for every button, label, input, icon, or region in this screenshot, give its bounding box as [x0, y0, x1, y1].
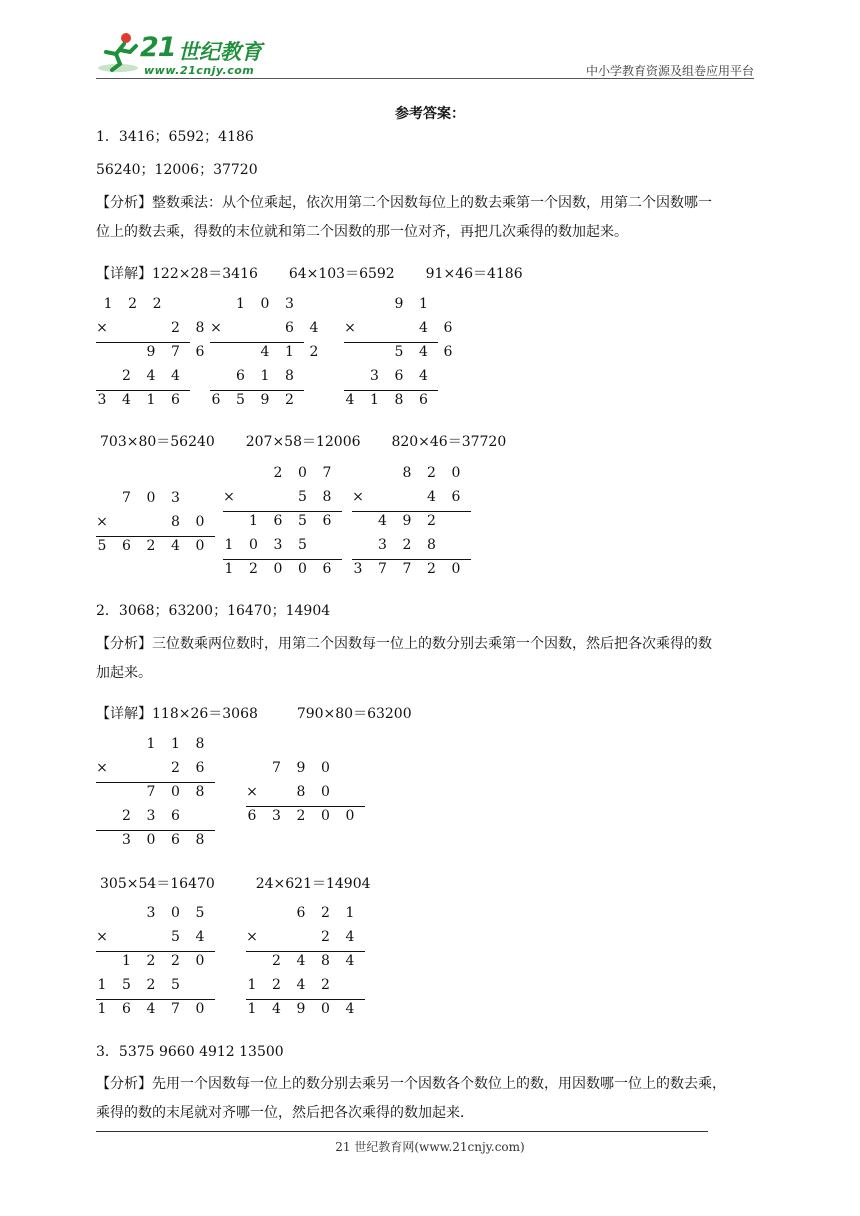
q2-analysis-line2: 加起来。	[96, 665, 152, 681]
calc-rule	[352, 511, 471, 512]
calc-digit: 6	[171, 832, 180, 848]
q2-eq1: 118×26＝3068	[152, 706, 258, 722]
calc-digit: 4	[296, 953, 306, 969]
footer-divider	[96, 1131, 708, 1132]
times-sign: ×	[210, 320, 222, 336]
calc-digit: 6	[273, 513, 283, 529]
calc-digit: 1	[146, 736, 156, 752]
calc-rule	[246, 806, 365, 807]
calc-digit: 4	[345, 929, 355, 945]
q1-analysis-line1: 【分析】整数乘法：从个位乘起，依次用第二个因数每位上的数去乘第一个因数，用第二个因数哪一	[96, 195, 712, 211]
q1-eq4: 703×80＝56240	[100, 434, 215, 450]
calc-digit: 5	[394, 344, 404, 360]
calc-digit: 6	[236, 368, 245, 384]
calc-digit: 0	[249, 537, 258, 553]
calc-digit: 2	[296, 808, 306, 824]
logo-number: 21	[140, 32, 176, 63]
calc-digit: 3	[285, 296, 294, 312]
calc-digit: 9	[296, 760, 306, 776]
calc-digit: 7	[146, 784, 156, 800]
calc-digit: 1	[146, 392, 156, 408]
calc-digit: 2	[122, 808, 131, 824]
calc-digit: 2	[321, 977, 330, 993]
calc-digit: 8	[285, 368, 294, 384]
calc-digit: 0	[195, 953, 205, 969]
calc-digit: 1	[345, 905, 355, 921]
calc-digit: 2	[427, 561, 436, 577]
calc-digit: 9	[394, 296, 404, 312]
calc-digit: 5	[195, 905, 205, 921]
times-sign: ×	[246, 784, 258, 800]
times-sign: ×	[344, 320, 356, 336]
calc-digit: 0	[451, 561, 461, 577]
q2-detail-line2	[100, 873, 371, 895]
calc-rule	[96, 342, 190, 343]
calc-digit: 2	[321, 905, 330, 921]
calc-digit: 2	[249, 561, 258, 577]
calc-digit: 5	[97, 538, 107, 554]
calc-digit: 6	[122, 1001, 131, 1017]
calc-rule	[210, 390, 304, 391]
calc-digit: 1	[249, 513, 258, 529]
calc-digit: 6	[195, 760, 205, 776]
logo-text: 世纪教育	[178, 40, 262, 64]
calc-digit: 4	[195, 929, 205, 945]
calc-rule	[96, 999, 215, 1000]
calc-digit: 6	[171, 808, 180, 824]
calc-digit: 0	[321, 808, 330, 824]
calc-digit: 7	[122, 490, 131, 506]
calc-digit: 0	[260, 296, 270, 312]
times-sign: ×	[96, 320, 108, 336]
times-sign: ×	[96, 929, 108, 945]
calc-digit: 3	[146, 808, 156, 824]
times-sign: ×	[352, 489, 364, 505]
calc-digit: 6	[296, 905, 306, 921]
calc-digit: 1	[171, 736, 180, 752]
q3-analysis	[96, 1070, 768, 1128]
calc-digit: 7	[272, 760, 281, 776]
page-title: 参考答案：	[395, 106, 465, 122]
calc-digit: 0	[195, 538, 205, 554]
calc-digit: 1	[103, 296, 113, 312]
calc-digit: 4	[296, 977, 306, 993]
calc-digit: 2	[152, 296, 162, 312]
calc-digit: 3	[378, 537, 387, 553]
q2-answer: 2．3068；63200；16470；14904	[96, 603, 331, 619]
calc-digit: 0	[345, 808, 355, 824]
calc-rule	[223, 511, 342, 512]
calc-digit: 4	[260, 344, 270, 360]
calc-digit: 1	[247, 977, 257, 993]
site-logo	[96, 30, 266, 80]
header-divider	[96, 78, 754, 79]
calc-digit: 5	[236, 392, 245, 408]
calc-rule	[223, 559, 342, 560]
calc-digit: 4	[419, 368, 428, 384]
calc-digit: 1	[285, 344, 294, 360]
running-man-logo-icon	[96, 30, 144, 76]
q2-analysis-line1: 【分析】三位数乘两位数时，用第二个因数每一位上的数分别去乘第一个因数，然后把各次乘得的数	[96, 636, 712, 652]
calc-digit: 9	[296, 1001, 306, 1017]
calc-digit: 6	[195, 344, 205, 360]
times-sign: ×	[96, 760, 108, 776]
calc-digit: 7	[171, 344, 180, 360]
q1-answer-line2: 56240；12006；37720	[96, 162, 258, 178]
calc-digit: 0	[195, 514, 205, 530]
calc-digit: 6	[443, 320, 453, 336]
calc-digit: 1	[122, 953, 131, 969]
calc-rule	[344, 342, 438, 343]
q1-eq3: 91×46＝4186	[425, 266, 523, 282]
q1-eq2: 64×103＝6592	[288, 266, 395, 282]
calc-digit: 1	[370, 392, 379, 408]
q1-answer-line1: 1．3416；6592；4186	[96, 129, 254, 145]
q1-analysis	[96, 189, 768, 247]
calc-digit: 3	[97, 392, 107, 408]
calc-digit: 4	[146, 1001, 156, 1017]
calc-rule	[96, 390, 190, 391]
calc-rule	[96, 830, 215, 831]
platform-name: 中小学教育资源及组卷应用平台	[585, 64, 754, 78]
calc-digit: 2	[309, 344, 319, 360]
calc-digit: 4	[419, 344, 428, 360]
calc-digit: 2	[285, 392, 294, 408]
calc-digit: 2	[146, 538, 156, 554]
calc-rule	[210, 342, 304, 343]
calc-digit: 6	[285, 320, 294, 336]
calc-digit: 5	[298, 537, 307, 553]
calc-rule	[344, 390, 438, 391]
calc-digit: 2	[146, 977, 156, 993]
calc-digit: 7	[378, 561, 387, 577]
calc-digit: 6	[322, 513, 332, 529]
calc-digit: 7	[402, 561, 412, 577]
calc-digit: 8	[427, 537, 436, 553]
calc-digit: 4	[345, 392, 355, 408]
calc-digit: 4	[171, 538, 180, 554]
calc-digit: 2	[273, 465, 283, 481]
q2-eq4: 24×621＝14904	[255, 876, 371, 892]
calc-rule	[246, 951, 365, 952]
calc-digit: 0	[146, 832, 156, 848]
calc-digit: 4	[378, 513, 387, 529]
calc-digit: 0	[321, 760, 330, 776]
calc-digit: 8	[322, 489, 332, 505]
calc-digit: 4	[171, 368, 180, 384]
calc-digit: 8	[195, 736, 205, 752]
calc-digit: 2	[427, 513, 436, 529]
calc-rule	[352, 559, 471, 560]
calc-digit: 5	[171, 929, 180, 945]
calc-digit: 2	[272, 977, 281, 993]
calc-digit: 8	[195, 320, 205, 336]
calc-digit: 2	[272, 953, 281, 969]
calc-digit: 0	[195, 1001, 205, 1017]
q1-eq6: 820×46＝37720	[391, 434, 507, 450]
calc-digit: 5	[171, 977, 180, 993]
calc-digit: 6	[247, 808, 257, 824]
calc-digit: 4	[122, 392, 131, 408]
q3-analysis-line1: 【分析】先用一个因数每一位上的数分别去乘另一个因数各个数位上的数，用因数哪一位上的数去乘，	[96, 1076, 726, 1092]
calc-digit: 2	[146, 953, 156, 969]
calc-rule	[96, 782, 215, 783]
calc-rule	[246, 999, 365, 1000]
calc-digit: 1	[97, 1001, 107, 1017]
calc-digit: 2	[402, 537, 412, 553]
calc-digit: 4	[309, 320, 319, 336]
q3-analysis-line2: 乘得的数的末尾就对齐哪一位，然后把各次乘得的数加起来．	[96, 1105, 474, 1121]
calc-digit: 8	[195, 832, 205, 848]
times-sign: ×	[246, 929, 258, 945]
calc-digit: 2	[427, 465, 436, 481]
q1-detail-line	[96, 263, 523, 285]
calc-digit: 0	[273, 561, 283, 577]
times-sign: ×	[223, 489, 235, 505]
calc-digit: 6	[122, 538, 131, 554]
q2-analysis	[96, 630, 768, 688]
calc-digit: 5	[298, 513, 307, 529]
calc-digit: 8	[402, 465, 412, 481]
calc-digit: 2	[171, 760, 180, 776]
q1-detail-line2	[100, 431, 506, 453]
calc-digit: 4	[345, 953, 355, 969]
calc-digit: 0	[171, 905, 180, 921]
calc-digit: 8	[195, 784, 205, 800]
calc-digit: 0	[146, 490, 156, 506]
calc-digit: 4	[345, 1001, 355, 1017]
calc-digit: 1	[260, 368, 270, 384]
calc-digit: 4	[272, 1001, 281, 1017]
calc-rule	[96, 536, 215, 537]
calc-digit: 1	[97, 977, 107, 993]
q2-detail-line	[96, 703, 412, 725]
q1-eq5: 207×58＝12006	[245, 434, 361, 450]
calc-digit: 2	[122, 368, 131, 384]
calc-digit: 6	[211, 392, 221, 408]
q1-detail-label: 【详解】	[96, 266, 152, 282]
calc-digit: 2	[128, 296, 138, 312]
calc-digit: 0	[171, 784, 180, 800]
calc-digit: 1	[224, 561, 234, 577]
calc-digit: 6	[443, 344, 453, 360]
calc-digit: 6	[322, 561, 332, 577]
q1-eq1: 122×28＝3416	[152, 266, 258, 282]
calc-digit: 4	[427, 489, 436, 505]
q2-eq3: 305×54＝16470	[100, 876, 215, 892]
calc-digit: 0	[451, 465, 461, 481]
calc-digit: 9	[402, 513, 412, 529]
calc-digit: 6	[394, 368, 404, 384]
calc-digit: 0	[298, 465, 307, 481]
calc-rule	[96, 951, 215, 952]
calc-digit: 9	[260, 392, 270, 408]
calc-digit: 1	[224, 537, 234, 553]
calc-digit: 8	[171, 514, 180, 530]
calc-digit: 1	[236, 296, 245, 312]
times-sign: ×	[96, 514, 108, 530]
q2-detail-label: 【详解】	[96, 706, 152, 722]
calc-digit: 2	[321, 929, 330, 945]
calc-digit: 4	[419, 320, 428, 336]
calc-digit: 1	[247, 1001, 257, 1017]
calc-digit: 3	[146, 905, 156, 921]
calc-digit: 1	[419, 296, 428, 312]
calc-digit: 9	[146, 344, 156, 360]
calc-digit: 8	[321, 953, 330, 969]
calc-digit: 3	[353, 561, 363, 577]
q2-eq2: 790×80＝63200	[296, 706, 412, 722]
calc-digit: 8	[394, 392, 404, 408]
logo-url: www.21cnjy.com	[144, 64, 255, 77]
calc-digit: 5	[298, 489, 307, 505]
calc-digit: 0	[298, 561, 307, 577]
q3-answer: 3．5375 9660 4912 13500	[96, 1044, 284, 1060]
calc-digit: 6	[451, 489, 461, 505]
calc-digit: 2	[171, 320, 180, 336]
calc-digit: 3	[272, 808, 281, 824]
calc-digit: 8	[296, 784, 306, 800]
calc-digit: 2	[171, 953, 180, 969]
calc-digit: 0	[321, 1001, 330, 1017]
calc-digit: 7	[322, 465, 332, 481]
q1-analysis-line2: 位上的数去乘，得数的末位就和第二个因数的那一位对齐，再把几次乘得的数加起来。	[96, 224, 628, 240]
calc-digit: 7	[171, 1001, 180, 1017]
footer-text: 21 世纪教育网(www.21cnjy.com)	[335, 1140, 525, 1154]
calc-digit: 3	[370, 368, 379, 384]
calc-digit: 4	[146, 368, 156, 384]
calc-digit: 6	[419, 392, 428, 408]
calc-digit: 3	[171, 490, 180, 506]
calc-digit: 6	[171, 392, 180, 408]
calc-digit: 5	[122, 977, 131, 993]
calc-digit: 0	[321, 784, 330, 800]
calc-digit: 3	[122, 832, 131, 848]
calc-digit: 3	[273, 537, 283, 553]
